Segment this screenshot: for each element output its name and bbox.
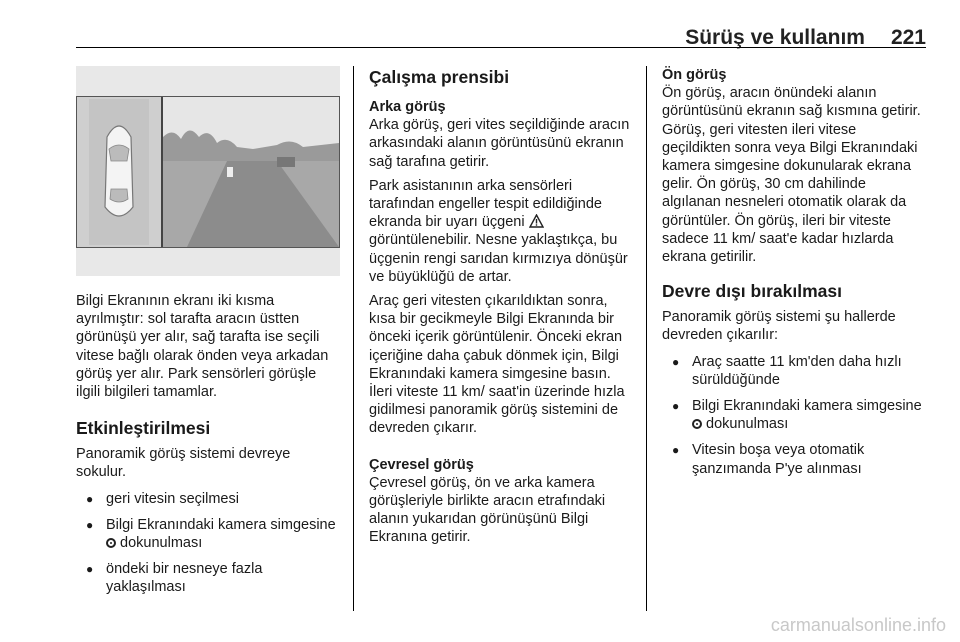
warning-triangle-icon (529, 214, 544, 228)
activation-item-2-suffix: dokunulması (120, 535, 203, 552)
rear-view-p2-end: görüntülenebilir. Nesne yaklaştıkça, bu üçgenin rengi sarıdan kırmızıya dönüşür ve büyüklüğü de artar. (369, 232, 628, 285)
column-divider-1 (353, 66, 354, 611)
rear-view-p2-start: Park asistanının arka sensörleri tarafından engeller tespit edildiğinde ekranda bir uyarı üçgeni (369, 177, 602, 231)
activation-intro: Panoramik görüş sistemi devreye sokulur. (76, 446, 291, 481)
deactivation-intro: Panoramik görüş sistemi şu hallerde devreden çıkarılır: (662, 309, 896, 344)
camera-icon (106, 538, 116, 548)
activation-item-2 (76, 516, 344, 552)
figure-caption: Bilgi Ekranının ekranı iki kısma ayrılmıştır: sol tarafta aracın üstten görünüşü yer alır, sağ tarafta ise seçili vitese bağlı olarak önden veya arkadan görüş yer alır. Park sensörleri görüşle ilgili bilgileri tamamlar. (76, 293, 329, 401)
header-rule (76, 47, 926, 48)
rear-view-paragraph-1: Arka görüş, geri vites seçildiğinde aracın arkasındaki alanın görüntüsünü ekranın sağ tarafına getirir. (369, 117, 630, 170)
left-column (76, 292, 344, 597)
rear-view-paragraph-3: Araç geri vitesten çıkarıldıktan sonra, kısa bir gecikmeyle Bilgi Ekranında bir önceki içerik görüntülenir. Önceki ekran içeriğine daha çabuk dönmek için, Bilgi Ekranındaki kamera simgesine basın. İleri viteste 11 km/ saat'in üzerinde hızla gidilmesi panoramik görüş sistemini de devreden çıkarır. (369, 293, 625, 437)
car-top-view-icon (105, 126, 133, 216)
deactivation-item-3: ● Vitesin boşa veya otomatik şanzımanda P'ye alınması (662, 441, 928, 477)
camera-display-figure (76, 66, 340, 276)
deactivation-item-1: ● Araç saatte 11 km'den daha hızlı sürüldüğünde (662, 353, 928, 389)
display-split-line (161, 97, 163, 247)
front-view-heading: Ön görüş (662, 67, 727, 83)
right-column (662, 66, 928, 478)
deactivation-item-2-text: Bilgi Ekranındaki kamera simgesine (692, 398, 922, 415)
surround-view-heading: Çevresel görüş (369, 456, 474, 473)
deactivation-item-2-suffix: dokunulması (706, 416, 789, 433)
activation-item-2-text: Bilgi Ekranındaki kamera simgesine (106, 516, 336, 533)
front-view-paragraph: Ön görüş, aracın önündeki alanın görüntüsünü ekranın sağ kısmına getirir. Görüş, geri vitesten ileri vitese geçildikten sonra veya Bilgi Ekranındaki kamera simgesine dokunularak ekrana gelir. Ön görüş, 30 cm dahilinde algılanan nesneleri otomatik olarak da görüntüler. Ön görüş, ileri bir viteste sadece 11 km/ saat'e kadar hızlarda ekrana getirilir. (662, 85, 921, 266)
deactivation-item-2 (662, 397, 928, 433)
surround-view-paragraph: Çevresel görüş, ön ve arka kamera görüşleriyle birlikte aracın etrafındaki alanın yukarıdan görünüşünü Bilgi Ekranına getirir. (369, 474, 606, 546)
column-divider-2 (646, 66, 647, 611)
principle-heading: Çalışma prensibi (369, 67, 510, 87)
camera-icon (692, 419, 702, 429)
watermark: carmanualsonline.info (770, 615, 946, 635)
section-title: Sürüş ve kullanım (685, 26, 865, 49)
display-illustration (77, 97, 339, 247)
rear-view-paragraph-2 (369, 177, 637, 286)
rear-view-heading: Arka görüş (369, 99, 446, 115)
page-number: 221 (890, 26, 926, 49)
activation-item-1: ● geri vitesin seçilmesi (76, 490, 344, 508)
deactivation-heading: Devre dışı bırakılması (662, 281, 842, 302)
activation-item-3: ● öndeki bir nesneye fazla yaklaşılması (76, 560, 344, 596)
middle-column (369, 66, 637, 547)
display-screen (76, 96, 340, 248)
activation-heading: Etkinleştirilmesi (76, 418, 211, 439)
